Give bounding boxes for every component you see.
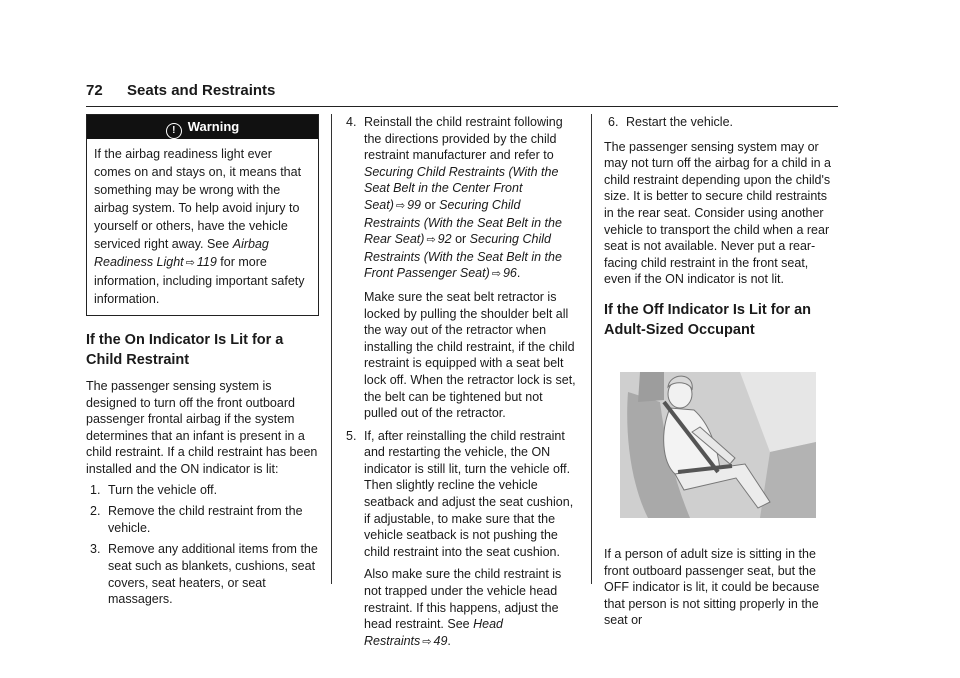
step-text: Remove the child restraint from the vehicle.: [108, 504, 303, 535]
step-number: 6.: [608, 115, 619, 129]
page-ref-icon: ⇨: [491, 268, 501, 281]
or-text: or: [424, 197, 436, 212]
ref-link-center-front[interactable]: Securing Child Restraints (With the Seat Belt in the Center Front Seat): [364, 164, 559, 212]
list-item: [342, 428, 577, 651]
step-number: 1.: [90, 482, 101, 497]
page-ref-icon: ⇨: [185, 257, 195, 269]
head-restraints-link[interactable]: Head Restraints: [364, 617, 503, 648]
ref-link-rear-seat[interactable]: Securing Child Restraints (With the Seat Belt in the Rear Seat): [364, 197, 562, 247]
warning-text: If the airbag readiness light ever comes on and stays on, it means that something may be wrong with the airbag system. To help avoid injury to yourself or others, have the vehicle serviced right away. See: [94, 147, 302, 251]
step-text: Restart the vehicle.: [626, 115, 733, 129]
column-2: [342, 114, 577, 656]
intro-paragraph: The passenger sensing system is designed to turn off the front outboard passenger frontal airbag if the system determines that an infant is present in a child restraint. If a child restraint has been installed and the ON indicator is lit:: [86, 379, 318, 476]
steps-list-end: [604, 114, 838, 131]
page-number: 72: [86, 82, 103, 99]
step4-note: Make sure the seat belt retractor is locked by pulling the shoulder belt all the way out of the retractor when installing the child restraint, if the child restraint is equipped with a seat belt lock off. When the retractor lock is set, the belt can be tightened but not pulled out of the retractor.: [364, 289, 576, 421]
list-item: [86, 503, 319, 536]
step-text: Turn the vehicle off.: [108, 482, 218, 497]
list-item: [342, 114, 577, 422]
ref-link-front-passenger[interactable]: Securing Child Restraints (With the Seat Belt in the Front Passenger Seat): [364, 232, 562, 281]
period: .: [447, 633, 451, 648]
page-ref-icon: ⇨: [422, 635, 432, 648]
warning-box: [86, 114, 319, 316]
page-ref-icon: ⇨: [395, 199, 406, 212]
steps-list-continued: [342, 114, 577, 650]
page-header: [86, 82, 838, 107]
warning-link[interactable]: Airbag Readiness Light: [94, 237, 269, 269]
warning-body: [87, 139, 318, 315]
step-number: 4.: [346, 115, 357, 129]
warning-link-page[interactable]: 119: [196, 255, 217, 269]
ref-page[interactable]: 96: [502, 266, 517, 281]
list-item: [86, 541, 319, 607]
list-item: [86, 482, 319, 499]
step-text: Remove any additional items from the seat such as blankets, cushions, seat covers, seat heaters, or seat massagers.: [108, 542, 318, 607]
step-text: Reinstall the child restraint following the directions provided by the child restraint manufacturer and refer to: [364, 115, 563, 163]
warning-title: Warning: [187, 119, 240, 134]
heading-on-indicator: If the On Indicator Is Lit for a Child Restraint: [86, 332, 284, 368]
warning-text-2: for more information, including important safety information.: [94, 255, 305, 306]
column-1: [86, 114, 319, 613]
ref-page[interactable]: 92: [437, 232, 452, 247]
section-title: Seats and Restraints: [127, 82, 276, 99]
column-3: [604, 114, 838, 633]
ref-page[interactable]: 49: [433, 633, 448, 648]
column-divider: [331, 114, 332, 584]
step-number: 3.: [90, 542, 101, 557]
step-number: 5.: [346, 428, 357, 443]
heading-off-indicator: If the Off Indicator Is Lit for an Adult-Sized Occupant: [604, 301, 812, 338]
column-divider: [591, 114, 592, 584]
period: .: [516, 266, 521, 281]
ref-page[interactable]: 99: [407, 197, 422, 212]
step-number: 2.: [90, 504, 101, 519]
paragraph-child-size: The passenger sensing system may or may not turn off the airbag for a child in a child restraint depending upon the child's size. It is better to secure child restraints in the rear seat. Consider using another vehicle to transport the child when a rear seat is not available. Never put a rear-facing child restraint in the front seat, even if the ON indicator is not lit.: [604, 139, 831, 287]
or-text: or: [455, 232, 467, 247]
warning-title-bar: [87, 115, 318, 139]
step-text: If, after reinstalling the child restraint and restarting the vehicle, the ON indicator is still lit, turn the vehicle off. Then slightly recline the vehicle seatback and adjust the seat cushion, if adjustable, to make sure that the vehicle seatback is not pushing the child restraint into the seat cushion.: [364, 428, 574, 559]
illustration-adult-occupant: [620, 372, 816, 518]
note-text: Also make sure the child restraint is not trapped under the vehicle head restraint. If this happens, adjust the head restraint. See: [364, 567, 562, 632]
step5-note: [364, 566, 577, 650]
page-ref-icon: ⇨: [426, 234, 436, 247]
warning-icon: !: [166, 123, 182, 139]
paragraph-adult-occupant: If a person of adult size is sitting in the front outboard passenger seat, but the OFF indicator is lit, it could be because that person is not sitting properly in the seat or: [604, 546, 820, 628]
steps-list: [86, 482, 319, 608]
list-item: [604, 114, 838, 131]
